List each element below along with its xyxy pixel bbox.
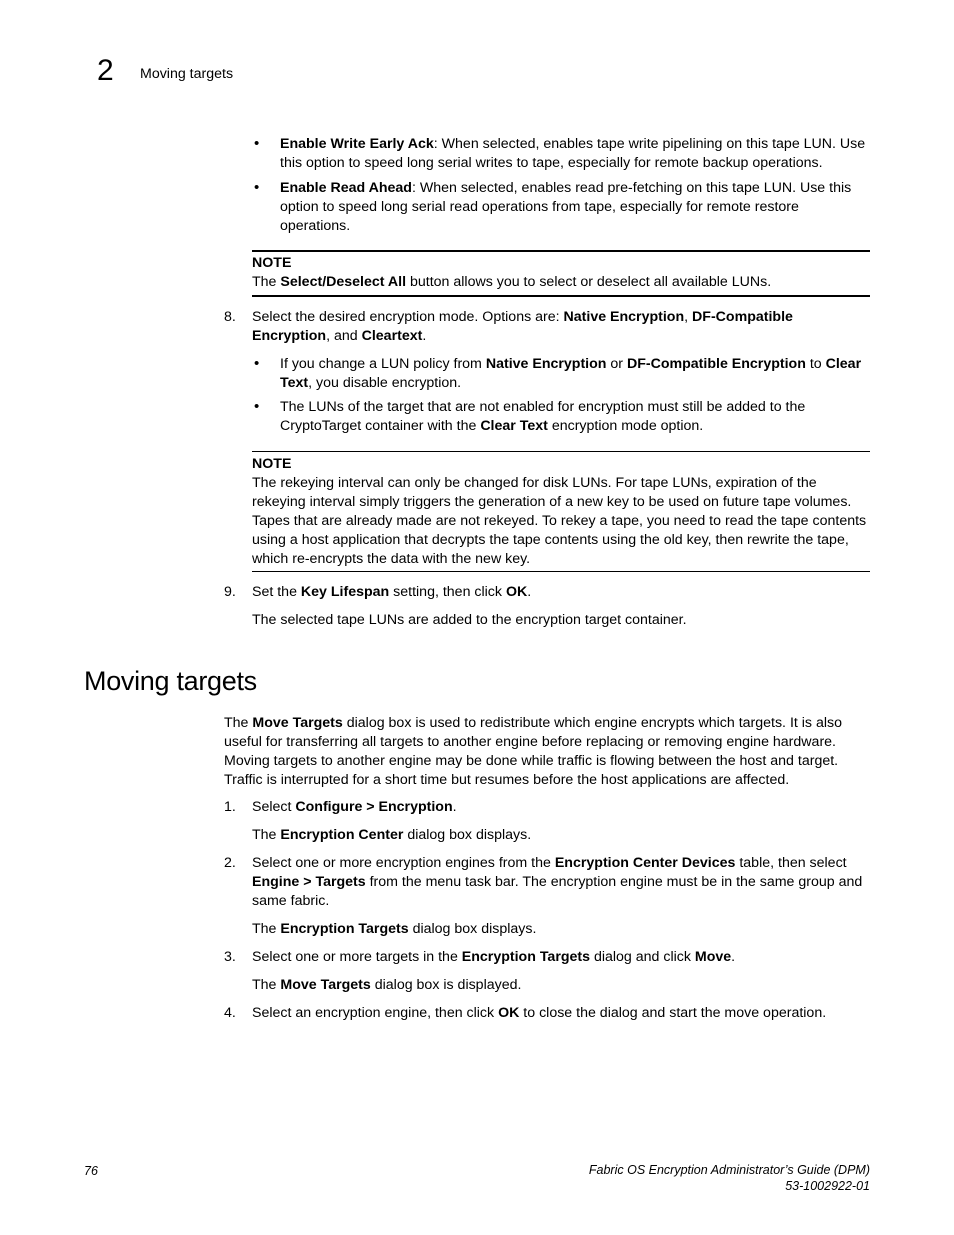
chapter-title: Moving targets — [140, 66, 234, 82]
list-item — [280, 135, 872, 173]
step-number: 8. — [224, 309, 236, 325]
step-number: 4. — [224, 1005, 236, 1021]
book-title: Fabric OS Encryption Administrator’s Guide (DPM) — [588, 1163, 870, 1177]
option-term: Enable Read Ahead — [280, 180, 412, 196]
step-number: 3. — [224, 949, 236, 965]
note-top-rule — [252, 250, 870, 252]
note-bottom-rule — [252, 571, 870, 572]
section-title: Moving targets — [84, 666, 257, 696]
note-text: The Select/Deselect All button allows you to select or deselect all available LUNs. — [252, 274, 772, 290]
option-text: : When selected, enables tape write pipelining on this tape LUN. Use this option to speed long serial writes to tape, especially for remote backup operations. — [280, 136, 866, 171]
step-number: 2. — [224, 855, 236, 871]
option-text: : When selected, enables read pre-fetching on this tape LUN. Use this option to speed long serial read operations from tape, especially for remote restore operations. — [280, 180, 852, 234]
step-result: The Encryption Targets dialog box displays. — [252, 921, 537, 937]
step-text: Set the Key Lifespan setting, then click OK. — [252, 584, 532, 600]
step-text: Select Configure > Encryption. — [252, 799, 457, 815]
option-term: Enable Write Early Ack — [280, 136, 434, 152]
note-box — [252, 254, 872, 292]
note-label: NOTE — [252, 255, 292, 271]
list-item — [280, 179, 872, 236]
step-text: Select one or more encryption engines from the Encryption Center Devices table, then select Engine > Targets from the menu task bar. The encryption engine must be in the same group and same fabric. — [252, 855, 863, 909]
step-text: Select an encryption engine, then click OK to close the dialog and start the move operation. — [252, 1005, 827, 1021]
step-result: The Move Targets dialog box is displayed. — [252, 977, 522, 993]
note-label: NOTE — [252, 456, 292, 472]
note-box — [252, 455, 872, 569]
step-number: 9. — [224, 584, 236, 600]
step-text: Select the desired encryption mode. Options are: Native Encryption, DF-Compatible Encryption, and Cleartext. — [252, 309, 793, 344]
note-text: The rekeying interval can only be changed for disk LUNs. For tape LUNs, expiration of the rekeying interval simply triggers the generation of a new key to be used on future tape volumes. Tapes that are already made are not rekeyed. To rekey a tape, you need to read the tape contents using a host application that decrypts the tape contents using the old key, then rewrite the tape, which re-encrypts the data with the new key. — [252, 475, 867, 567]
chapter-number: 2 — [97, 54, 114, 87]
note-top-rule — [252, 451, 870, 452]
list-item: • The LUNs of the target that are not enabled for encryption must still be added to the CryptoTarget container with the Clear Text encryption mode option. — [280, 398, 872, 436]
step-result: The selected tape LUNs are added to the encryption target container. — [252, 612, 687, 628]
list-item: • If you change a LUN policy from Native Encryption or DF-Compatible Encryption to Clear Text, you disable encryption. — [280, 355, 872, 393]
page-number: 76 — [84, 1164, 98, 1178]
note-bottom-rule — [252, 295, 870, 297]
footer-doc-info — [589, 1162, 870, 1194]
step-number: 1. — [224, 799, 236, 815]
section-intro: The Move Targets dialog box is used to redistribute which engine encrypts which targets. It is also useful for transferring all targets to another engine before replacing or removing engine hardware. Moving targets to another engine may be done while traffic is flowing between the host and target. Traffic is interrupted for a short time but resumes before the host applications are affected. — [224, 715, 842, 788]
step-text: Select one or more targets in the Encryption Targets dialog and click Move. — [252, 949, 736, 965]
doc-number: 53-1002922-01 — [785, 1179, 870, 1193]
step-result: The Encryption Center dialog box displays. — [252, 827, 532, 843]
